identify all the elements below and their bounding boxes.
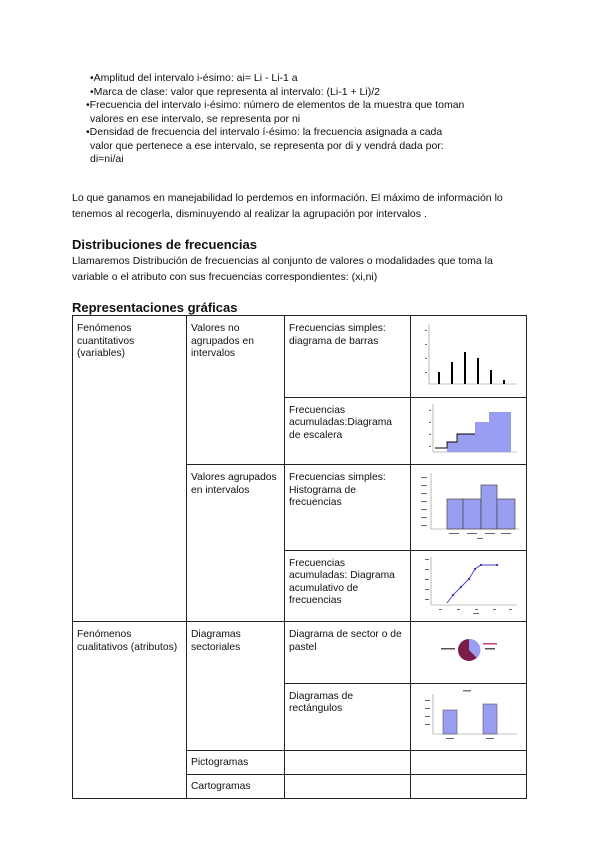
cell-sectoriales: Diagramas sectoriales [187,622,285,751]
cell-barras: Frecuencias simples: diagrama de barras [285,316,411,398]
cell-barras-chart [411,316,527,398]
bullet-marca-clase: •Marca de clase: valor que representa al intervalo: (Li-1 + Li)/2 [90,85,380,98]
cell-sector-chart [411,622,527,684]
cell-no-agrupados: Valores no agrupados en intervalos [187,316,285,465]
paragraph-informacion [72,190,532,222]
cell-acumulativo-chart [411,550,527,622]
representaciones-table [72,315,527,799]
pie-chart-thumbnail [413,624,523,676]
paragraph-line: Llamaremos Distribución de frecuencias al conjunto de valores o modalidades que toma la [72,255,493,267]
cell-empty [411,775,527,799]
cell-cualitativos: Fenómenos cualitativos (atributos) [73,622,187,799]
cell-cartogramas: Cartogramas [187,775,285,799]
paragraph-line: tenemos al recogerla, disminuyendo al realizar la agrupación por intervalos . [72,208,427,220]
cumulative-diagram-thumbnail [413,553,523,615]
cell-empty [285,751,411,775]
cell-histograma: Frecuencias simples: Histograma de frecuencias [285,465,411,551]
bullet-densidad-cont: valor que pertenece a ese intervalo, se representa por di y vendrá dada por: [90,139,444,152]
cell-rectangulos-chart [411,683,527,751]
cell-histograma-chart [411,465,527,551]
cell-empty [285,775,411,799]
paragraph-line: Lo que ganamos en manejabilidad lo perdemos en información. El máximo de información lo [72,192,503,204]
table-row [73,622,527,684]
bullet-densidad: •Densidad de frecuencia del intervalo í-ésimo: la frecuencia asignada a cada [86,126,443,138]
cell-agrupados: Valores agrupados en intervalos [187,465,285,622]
cell-empty [411,751,527,775]
cell-sector: Diagrama de sector o de pastel [285,622,411,684]
cell-acumulativo: Frecuencias acumuladas: Diagrama acumulativo de frecuencias [285,550,411,622]
bar-diagram-thumbnail [413,318,523,390]
paragraph-line: variable o el atributo con sus frecuencias correspondientes: (xi,ni) [72,271,378,283]
cell-escalera: Frecuencias acumuladas:Diagrama de escalera [285,397,411,465]
bullet-frecuencia: •Frecuencia del intervalo i-ésimo: número de elementos de la muestra que toman [86,99,465,111]
cell-escalera-chart [411,397,527,465]
bullet-amplitud: •Amplitud del intervalo i-ésimo: ai= Li - Li-1 a [90,72,298,84]
cell-pictogramas: Pictogramas [187,751,285,775]
histogram-thumbnail [413,467,523,543]
bullet-densidad-formula: di=ni/ai [90,153,124,165]
heading-distribuciones: Distribuciones de frecuencias [72,237,257,252]
rectangles-chart-thumbnail [413,686,523,744]
cell-rectangulos: Diagramas de rectángulos [285,683,411,751]
heading-representaciones: Representaciones gráficas [72,300,238,315]
table-row [73,316,527,398]
paragraph-distribuciones [72,253,532,285]
step-diagram-thumbnail [413,400,523,458]
bullet-frecuencia-cont: valores en ese intervalo, se representa por ni [90,112,301,125]
cell-cuantitativos: Fenómenos cuantitativos (variables) [73,316,187,622]
definitions-list [86,72,546,167]
